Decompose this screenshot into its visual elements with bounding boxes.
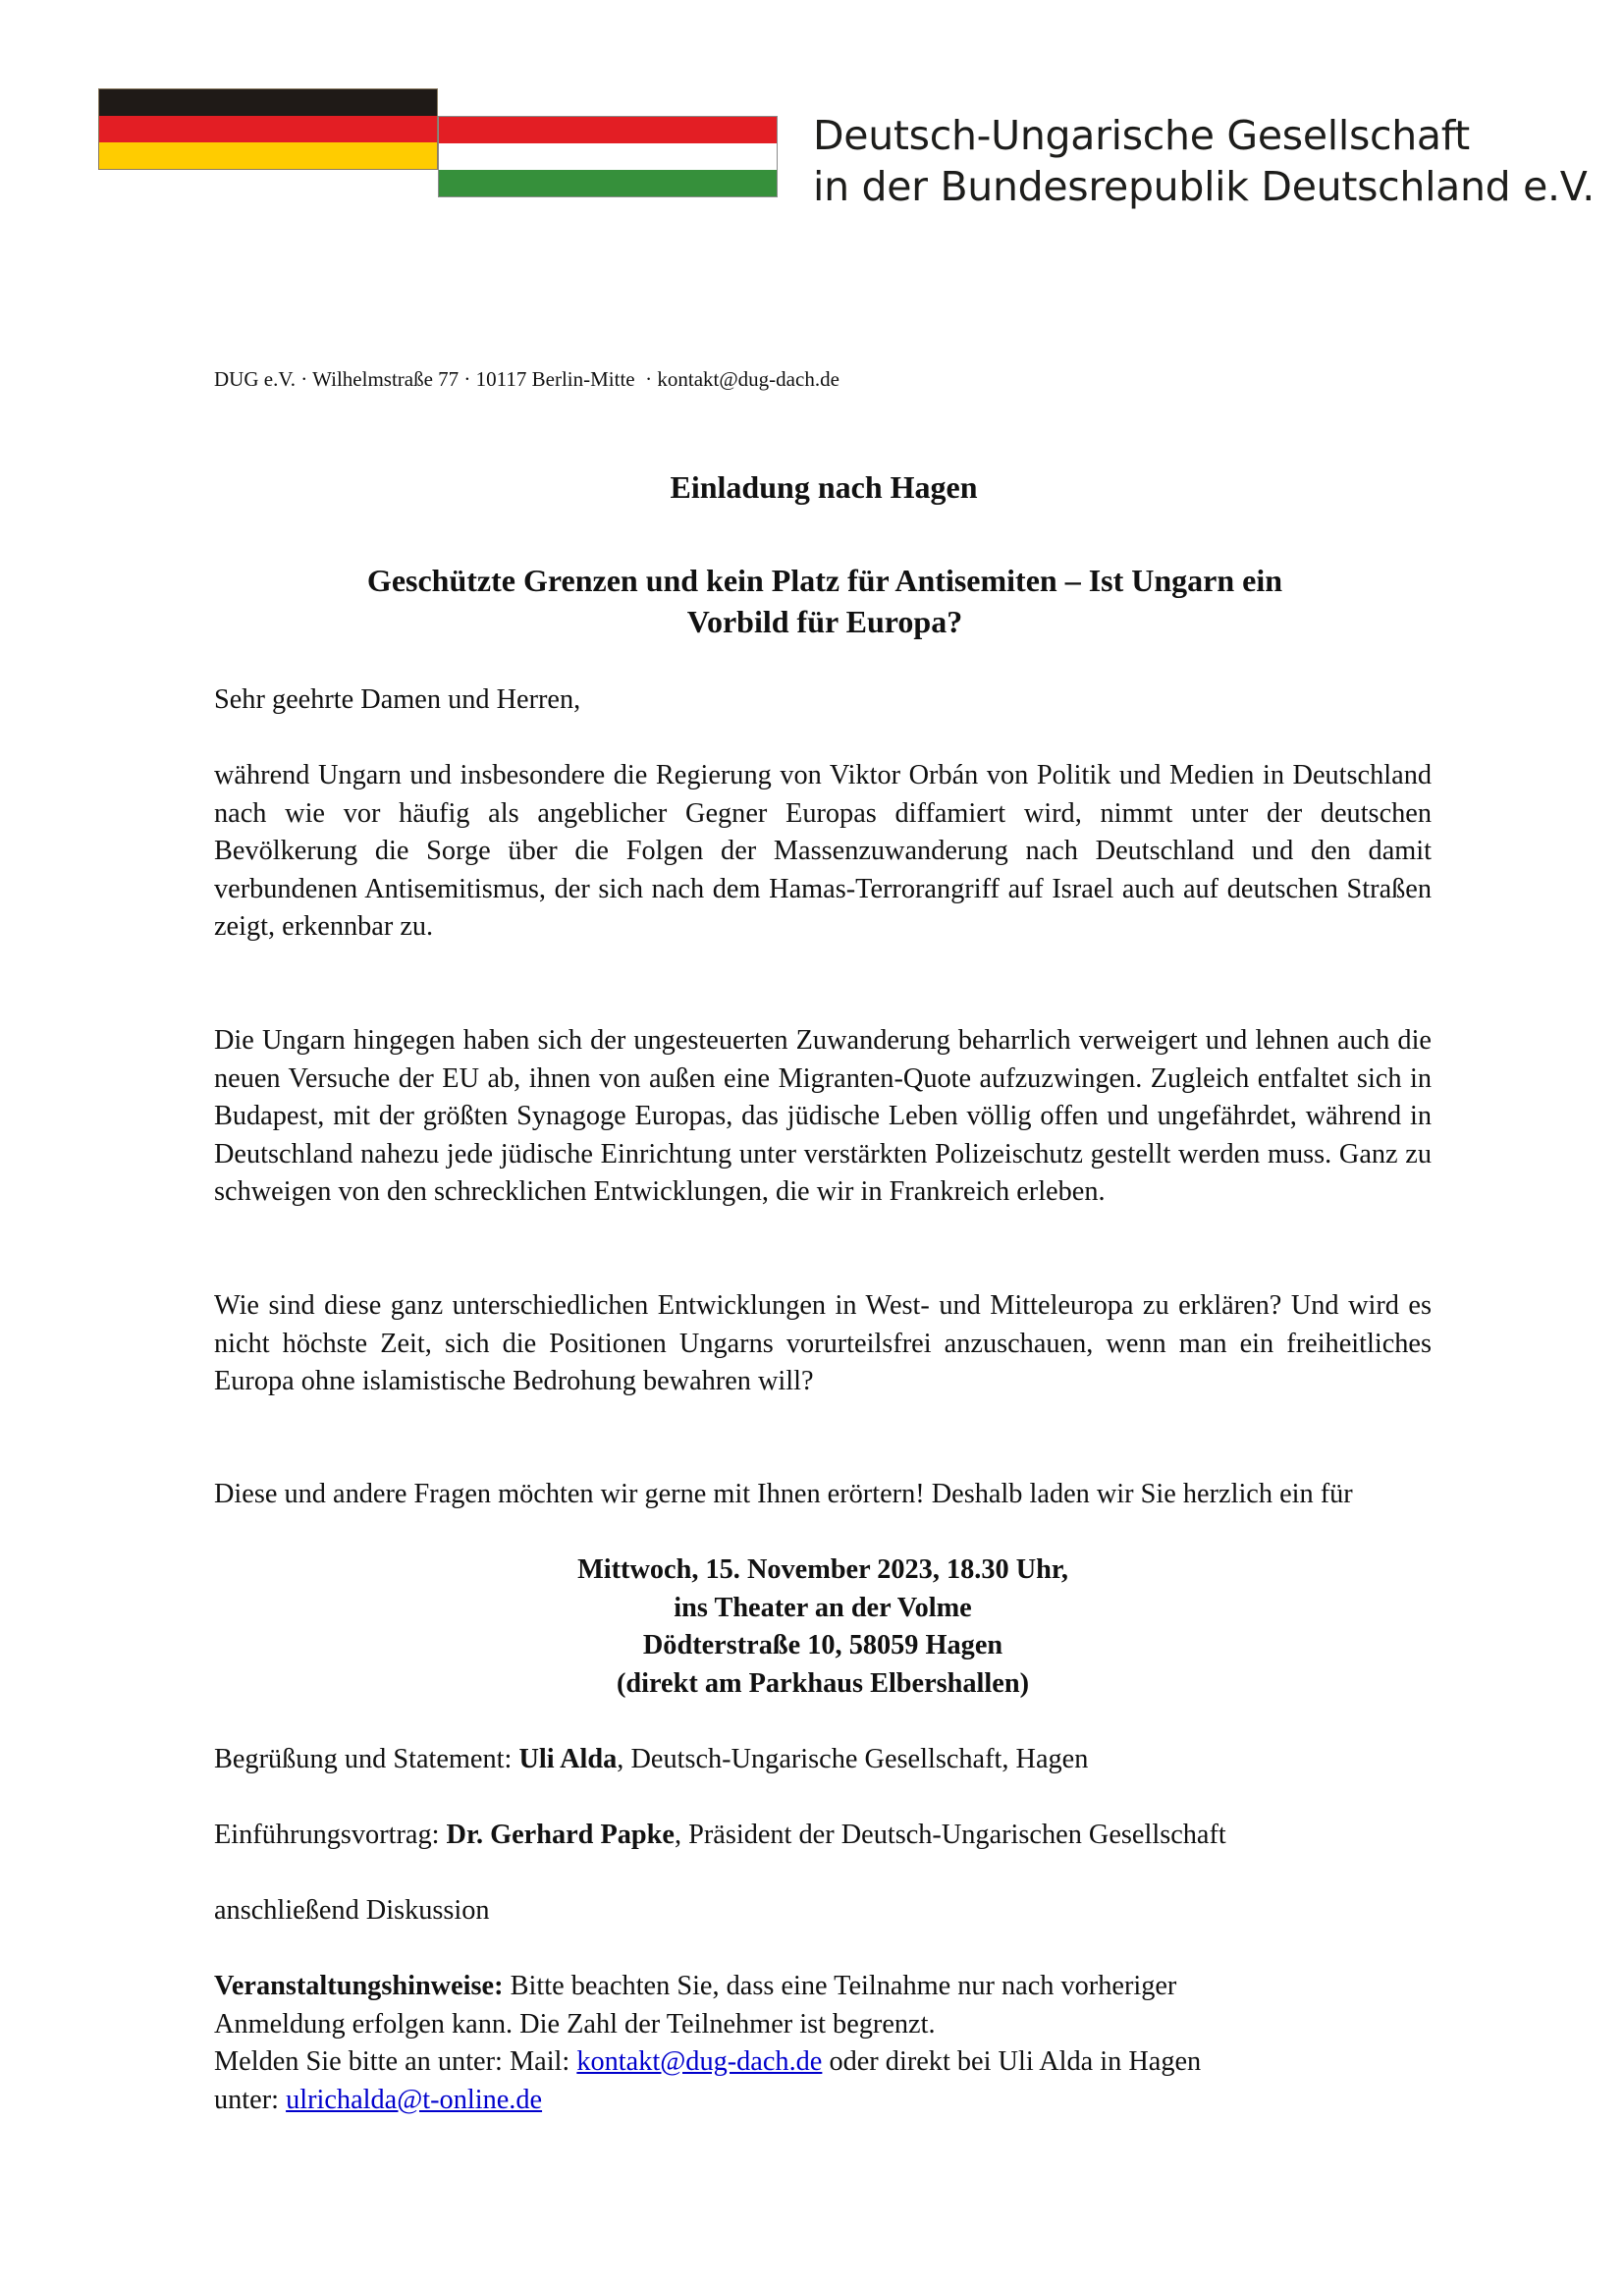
intro-speaker-name: Dr. Gerhard Papke	[446, 1820, 675, 1850]
flag-stripe-red	[439, 117, 777, 143]
email-link-kontakt[interactable]: kontakt@dug-dach.de	[576, 2046, 823, 2077]
register-middle: oder direkt bei Uli Alda in Hagen	[822, 2046, 1202, 2077]
paragraph-3	[214, 1287, 1432, 1401]
event-address: Dödterstraße 10, 58059 Hagen	[642, 1630, 1003, 1660]
org-name-line1: Deutsch-Ungarische Gesellschaft	[813, 112, 1470, 159]
salutation-text: Sehr geehrte Damen und Herren,	[214, 684, 581, 715]
flag-stripe-black	[99, 89, 437, 116]
notes-text-line1: Bitte beachten Sie, dass eine Teilnahme nur nach vorheriger	[503, 1971, 1177, 2001]
intro-affiliation: , Präsident der Deutsch-Ungarischen Gesellschaft	[674, 1820, 1226, 1850]
event-venue: ins Theater an der Volme	[674, 1592, 972, 1623]
subtitle-line1: Geschützte Grenzen und kein Platz für Antisemiten – Ist Ungarn ein	[366, 563, 1283, 598]
event-note: (direkt am Parkhaus Elbershallen)	[616, 1667, 1030, 1699]
event-date-time: Mittwoch, 15. November 2023, 18.30 Uhr,	[577, 1554, 1068, 1585]
notes-label: Veranstaltungshinweise:	[214, 1971, 504, 2001]
discussion-text: anschließend Diskussion	[214, 1895, 490, 1926]
notes-text-line2: Anmeldung erfolgen kann. Die Zahl der Teilnehmer ist begrenzt.	[214, 2008, 936, 2040]
welcome-affiliation: , Deutsch-Ungarische Gesellschaft, Hagen	[617, 1744, 1089, 1774]
paragraph-text: Diese und andere Fragen möchten wir gerne mit Ihnen erörtern! Deshalb laden wir Sie herzlich ein für	[214, 1479, 1353, 1509]
program-intro-talk	[214, 1817, 1432, 1855]
welcome-speaker-name: Uli Alda	[518, 1744, 618, 1774]
document-title: Einladung nach Hagen	[670, 469, 978, 505]
salutation	[214, 681, 1432, 720]
document-subtitle	[245, 560, 1404, 642]
event-details	[214, 1551, 1432, 1703]
hungarian-flag-logo	[438, 116, 778, 197]
flag-stripe-gold	[99, 142, 437, 169]
flag-stripe-green	[439, 170, 777, 196]
event-notes	[214, 1968, 1432, 2119]
welcome-label: Begrüßung und Statement:	[214, 1744, 519, 1774]
organization-logo-text	[813, 110, 1595, 212]
register-prefix: Melden Sie bitte an unter: Mail:	[214, 2046, 577, 2077]
subtitle-line2: Vorbild für Europa?	[686, 604, 963, 639]
register-prefix2: unter:	[214, 2084, 287, 2115]
paragraph-4	[214, 1476, 1432, 1514]
paragraph-2	[214, 1022, 1432, 1212]
flag-stripe-red	[99, 116, 437, 142]
paragraph-text: während Ungarn und insbesondere die Regierung von Viktor Orbán von Politik und Medien in Deutschland nach wie vor häufig als angeblicher Gegner Europas diffamiert wird, nimmt unter der deutschen Bevölkerung die Sorge über die Folgen der Massenzuwanderung nach Deutschland und den damit verbundenen Antisemitismus, der sich nach dem Hamas-Terrorangriff auf Israel auch auf deutschen Straßen zeigt, erkennbar zu.	[214, 760, 1432, 942]
paragraph-text: Wie sind diese ganz unterschiedlichen Entwicklungen in West- und Mitteleuropa zu erklären? Und wird es nicht höchste Zeit, sich die Positionen Ungarns vorurteilsfrei anzuschauen, wenn man ein freiheitliches Europa ohne islamistische Bedrohung bewahren will?	[214, 1290, 1432, 1396]
flag-stripe-white	[439, 143, 777, 170]
intro-label: Einführungsvortrag:	[214, 1820, 447, 1850]
program-discussion	[214, 1892, 1432, 1931]
program-welcome	[214, 1741, 1432, 1779]
sender-address-line: DUG e.V. · Wilhelmstraße 77 · 10117 Berlin-Mitte · kontakt@dug-dach.de	[214, 367, 839, 391]
paragraph-1	[214, 757, 1432, 947]
org-name-line2: in der Bundesrepublik Deutschland e.V.	[813, 163, 1595, 210]
email-link-ulrichalda[interactable]: ulrichalda@t-online.de	[286, 2084, 543, 2115]
paragraph-text: Die Ungarn hingegen haben sich der ungesteuerten Zuwanderung beharrlich verweigert und lehnen auch die neuen Versuche der EU ab, ihnen von außen eine Migranten-Quote aufzuzwingen. Zugleich entfaltet sich in Budapest, mit der größten Synagoge Europas, das jüdische Leben völlig offen und ungefährdet, während in Deutschland nahezu jede jüdische Einrichtung unter verstärkten Polizeischutz gestellt werden muss. Ganz zu schweigen von den schrecklichen Entwicklungen, die wir in Frankreich erleben.	[214, 1025, 1432, 1207]
german-flag-logo	[98, 88, 438, 170]
